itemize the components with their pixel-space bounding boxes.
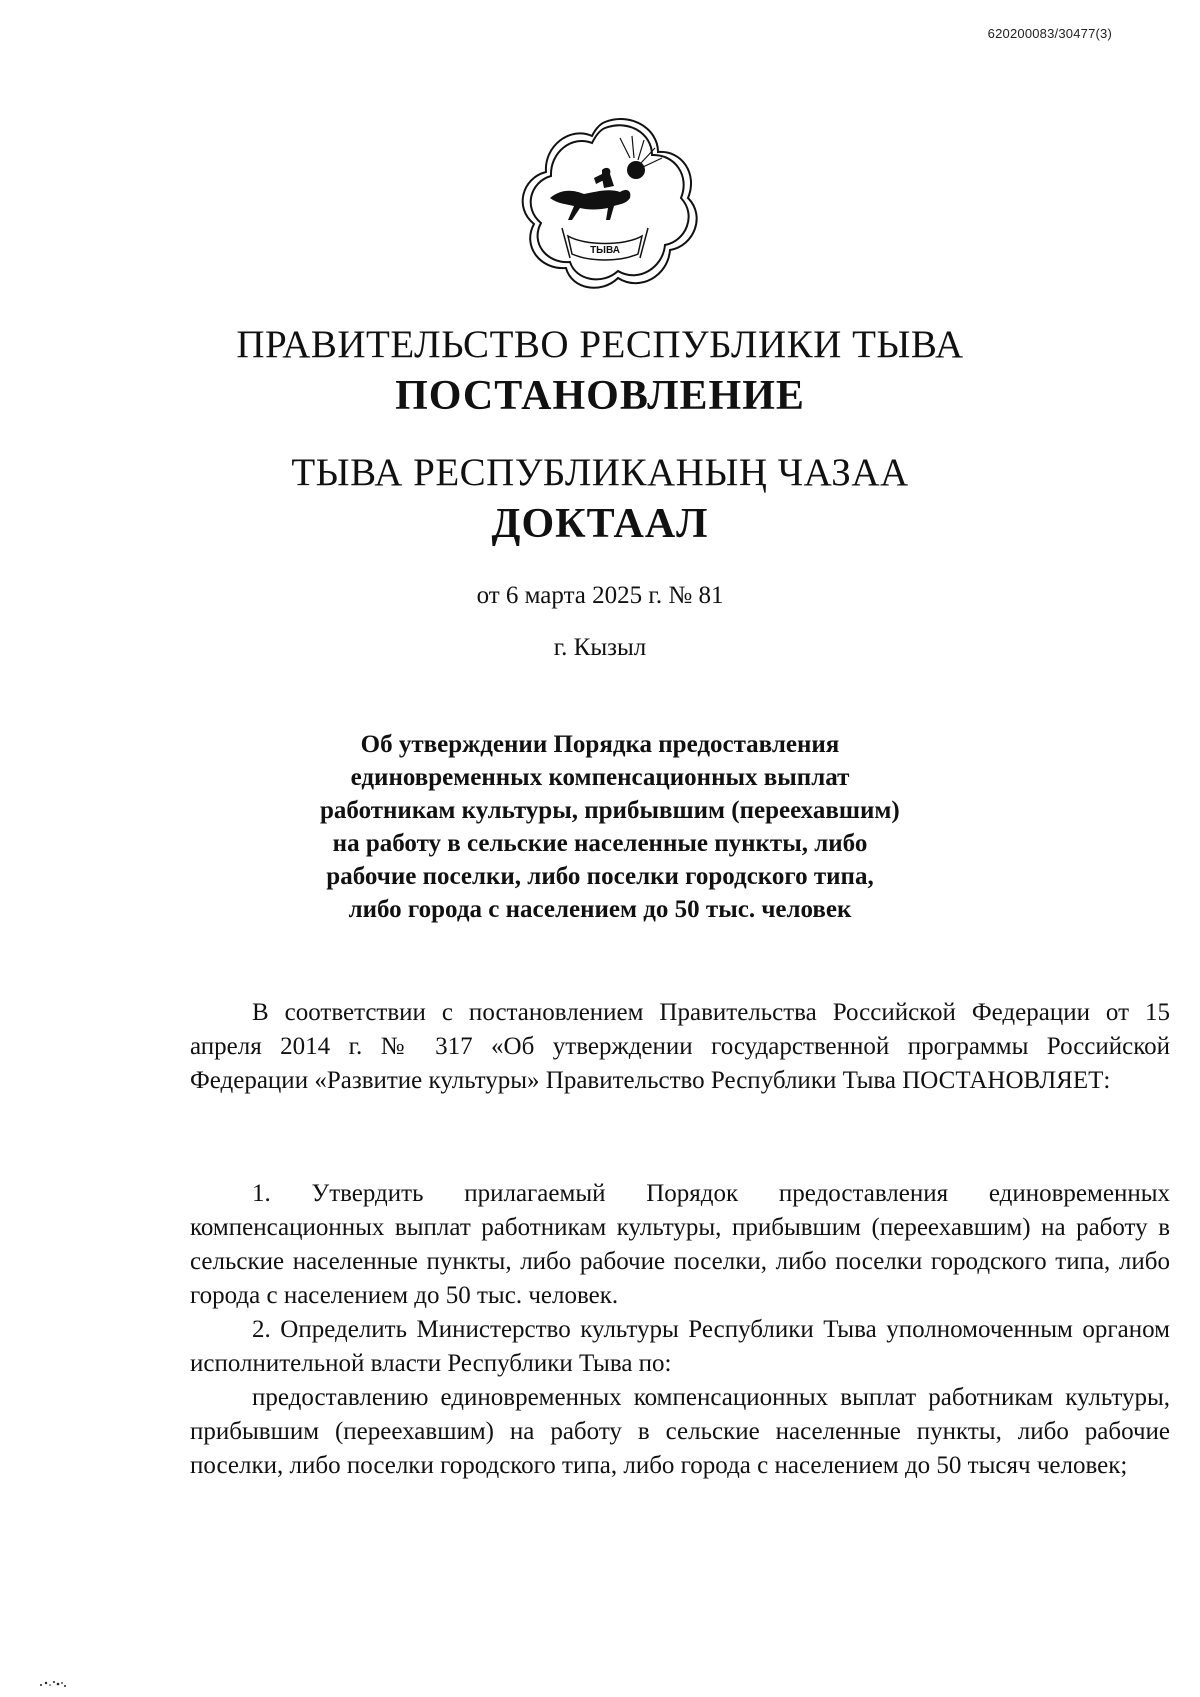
subject-line: рабочие поселки, либо поселки городского типа, <box>326 863 874 890</box>
scan-speck <box>38 1678 68 1688</box>
decree-title-tuvan: ДОКТААЛ <box>491 501 709 547</box>
point-2: 2. Определить Министерство культуры Республики Тыва уполномоченным органом исполнительной власти Республики Тыва по: <box>190 1316 1170 1377</box>
subject-line: единовременных компенсационных выплат <box>350 764 850 791</box>
government-title: ПРАВИТЕЛЬСТВО РЕСПУБЛИКИ ТЫВА <box>236 323 964 366</box>
point-1: 1. Утвердить прилагаемый Порядок предоставления единовременных компенсационных выплат работникам культуры, прибывшим (переехавшим) на работу в сельские населенные пункты, либо рабочие поселки, либо поселки городского типа, либо города с населением до 50 тыс. человек. <box>190 1180 1170 1309</box>
decree-date-number: от 6 марта 2025 г. № 81 <box>476 582 724 609</box>
emblem-ribbon-text: ТЫВА <box>590 245 620 256</box>
subject-line: на работу в сельские населенные пункты, либо <box>332 830 868 857</box>
decree-subject <box>320 728 900 926</box>
subject-line: Об утверждении Порядка предоставления <box>360 731 840 758</box>
government-title-tuvan: ТЫВА РЕСПУБЛИКАНЫҢ ЧАЗАА <box>291 451 909 494</box>
tuva-coat-of-arms-emblem <box>510 108 700 298</box>
decree-city: г. Кызыл <box>553 634 647 661</box>
document-id: 620200083/30477(3) <box>987 26 1112 41</box>
subject-line: либо города с населением до 50 тыс. человек <box>348 896 852 923</box>
decree-points <box>190 1177 1170 1483</box>
point-2-subitem: предоставлению единовременных компенсационных выплат работникам культуры, прибывшим (переехавшим) на работу в сельские населенные пункты, либо рабочие поселки, либо поселки городского типа, либо города с населением до 50 тысяч человек; <box>190 1384 1170 1479</box>
subject-line: работникам культуры, прибывшим (переехавшим) <box>320 797 900 824</box>
preamble <box>190 996 1170 1098</box>
decree-title: ПОСТАНОВЛЕНИЕ <box>395 373 805 419</box>
preamble-paragraph: В соответствии с постановлением Правительства Российской Федерации от 15 апреля 2014 г. № 317 «Об утверждении государственной программы Российской Федерации «Развитие культуры» Правительство Республики Тыва ПОСТАНОВЛЯЕТ: <box>190 999 1170 1094</box>
